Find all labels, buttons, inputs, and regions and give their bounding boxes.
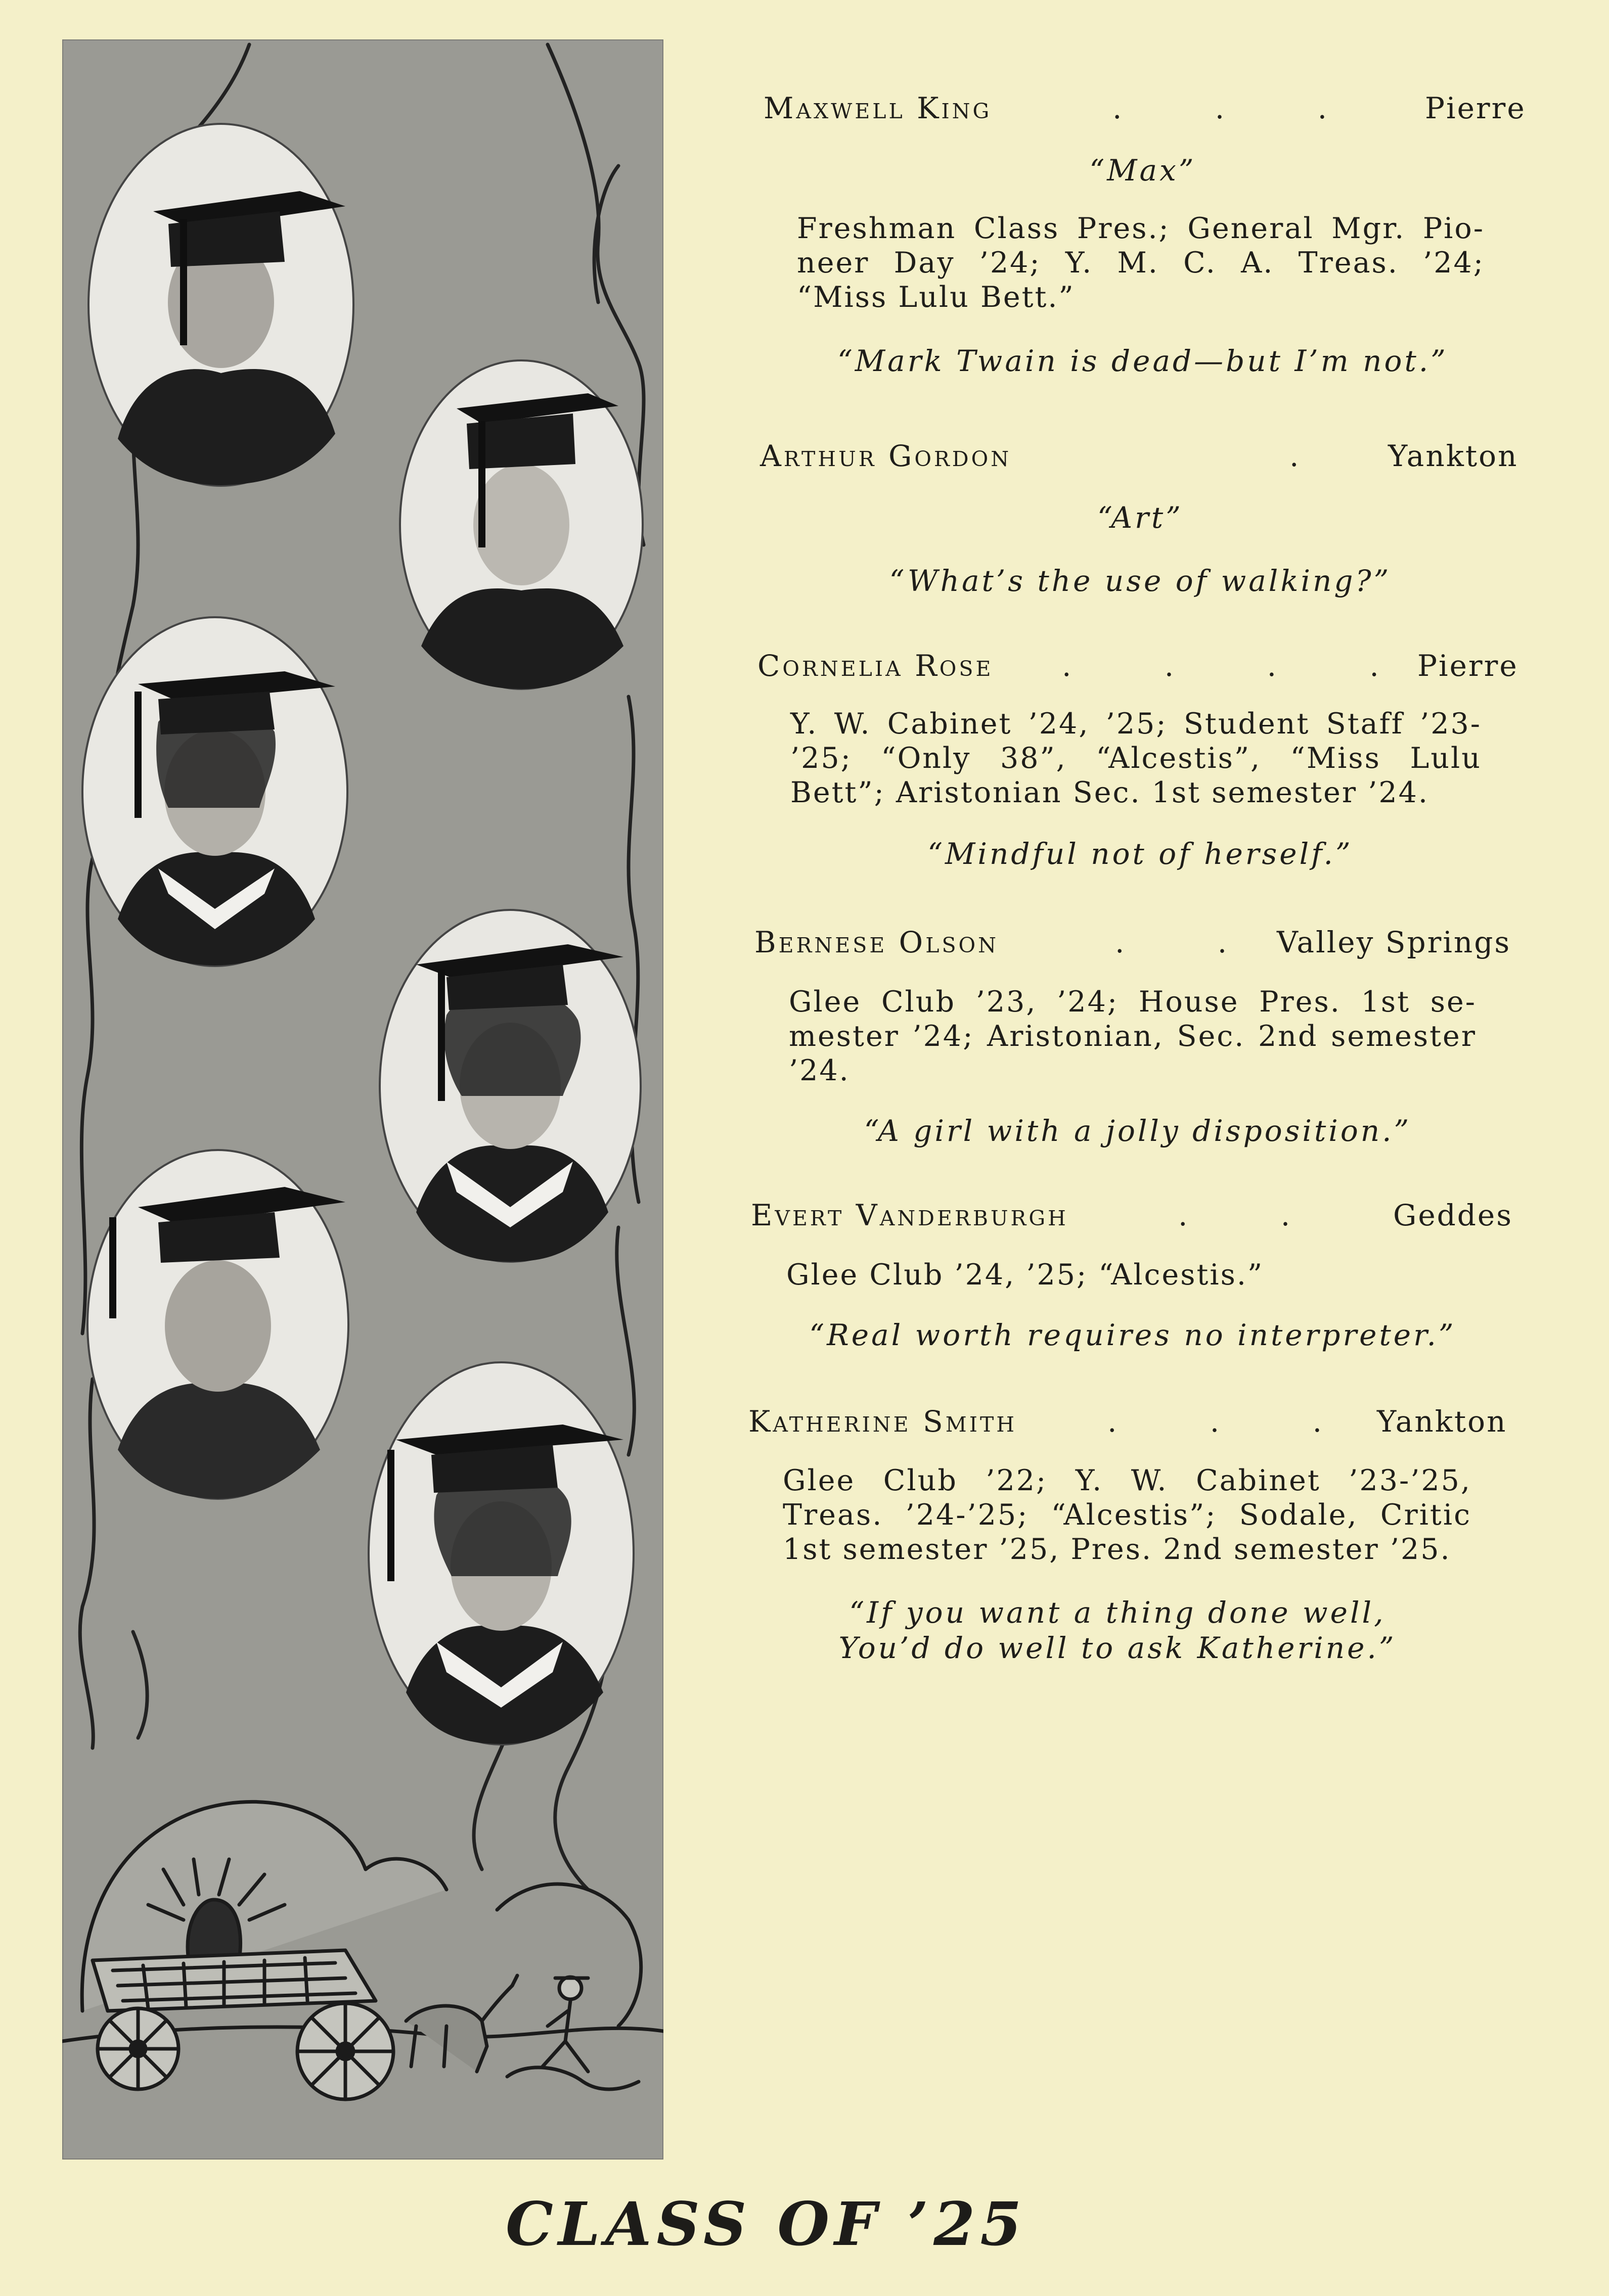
activities-line: neer Day ’24; Y. M. C. A. Treas. ’24; bbox=[797, 246, 1485, 280]
nickname: “Art” bbox=[1097, 500, 1183, 535]
page-title: CLASS OF ’25 bbox=[506, 2189, 1027, 2259]
activities bbox=[789, 985, 1477, 1088]
activities-line: Y. W. Cabinet ’24, ’25; Student Staff ’23- bbox=[790, 707, 1482, 741]
quote bbox=[738, 1595, 1497, 1666]
activities-line: ’25; “Only 38”, “Alcestis”, “Miss Lulu bbox=[790, 742, 1482, 775]
activities-line: Treas. ’24-’25; “Alcestis”; Sodale, Critic bbox=[783, 1498, 1471, 1532]
quote bbox=[761, 837, 1519, 871]
quote-line: “If you want a thing done well, bbox=[849, 1595, 1386, 1630]
leader-dots: . . . bbox=[1112, 91, 1327, 125]
quote-line: You’d do well to ask Katherine.” bbox=[838, 1631, 1397, 1665]
student-name: Maxwell King bbox=[764, 91, 992, 125]
activities bbox=[790, 707, 1482, 810]
portrait-bernese-olson bbox=[380, 910, 641, 1262]
activities-line: Freshman Class Pres.; General Mgr. Pio- bbox=[797, 212, 1485, 245]
hometown: Valley Springs bbox=[1277, 925, 1511, 959]
nickname: “Max” bbox=[1089, 153, 1196, 188]
quote-line: “A girl with a jolly disposition.” bbox=[864, 1114, 1412, 1148]
leader-dots: . . bbox=[1115, 925, 1227, 959]
activities-line: “Miss Lulu Bett.” bbox=[797, 281, 1075, 314]
activities bbox=[786, 1258, 1474, 1292]
quote-line: “Mark Twain is dead—but I’m not.” bbox=[837, 344, 1448, 378]
quote bbox=[764, 344, 1522, 378]
hometown: Yankton bbox=[1377, 1404, 1507, 1439]
student-name: Cornelia Rose bbox=[757, 649, 994, 683]
activities-line: Glee Club ’24, ’25; “Alcestis.” bbox=[786, 1258, 1264, 1292]
student-name: Evert Vanderburgh bbox=[751, 1198, 1068, 1232]
hometown: Yankton bbox=[1388, 439, 1518, 473]
activities-line: Glee Club ’23, ’24; House Pres. 1st se- bbox=[789, 985, 1477, 1019]
leader-dots: . bbox=[1289, 439, 1299, 473]
activities-line: mester ’24; Aristonian, Sec. 2nd semester bbox=[789, 1020, 1477, 1053]
leader-dots: . . bbox=[1178, 1198, 1290, 1232]
quote bbox=[761, 564, 1519, 598]
quote-line: “Mindful not of herself.” bbox=[927, 837, 1353, 871]
photo-panel bbox=[62, 39, 663, 2160]
quote bbox=[753, 1318, 1512, 1352]
hometown: Pierre bbox=[1425, 91, 1526, 125]
quote-line: “Real worth requires no interpreter.” bbox=[809, 1318, 1456, 1352]
portrait-evert-vanderburgh bbox=[87, 1150, 348, 1499]
activities bbox=[783, 1463, 1471, 1567]
covered-wagon-drawing bbox=[62, 1802, 663, 2099]
portrait-maxwell-king bbox=[88, 124, 353, 486]
panel-illustration bbox=[62, 39, 663, 2160]
hometown: Pierre bbox=[1417, 649, 1518, 683]
activities-line: Glee Club ’22; Y. W. Cabinet ’23-’25, bbox=[783, 1464, 1471, 1497]
student-name: Bernese Olson bbox=[754, 925, 999, 959]
portrait-arthur-gordon bbox=[400, 360, 643, 689]
activities-line: 1st semester ’25, Pres. 2nd semester ’25. bbox=[783, 1533, 1451, 1566]
leader-dots: . . . bbox=[1107, 1404, 1322, 1439]
quote-line: “What’s the use of walking?” bbox=[889, 564, 1392, 598]
leader-dots: . . . . bbox=[1062, 649, 1379, 683]
portrait-katherine-smith bbox=[369, 1362, 634, 1744]
activities bbox=[797, 211, 1485, 314]
quote bbox=[758, 1114, 1517, 1148]
activities-line: Bett”; Aristonian Sec. 1st semester ’24. bbox=[790, 776, 1429, 809]
portrait-cornelia-rose bbox=[82, 617, 347, 966]
student-name: Arthur Gordon bbox=[760, 439, 1012, 473]
hometown: Geddes bbox=[1393, 1198, 1513, 1232]
student-name: Katherine Smith bbox=[748, 1404, 1017, 1439]
activities-line: ’24. bbox=[789, 1054, 850, 1087]
